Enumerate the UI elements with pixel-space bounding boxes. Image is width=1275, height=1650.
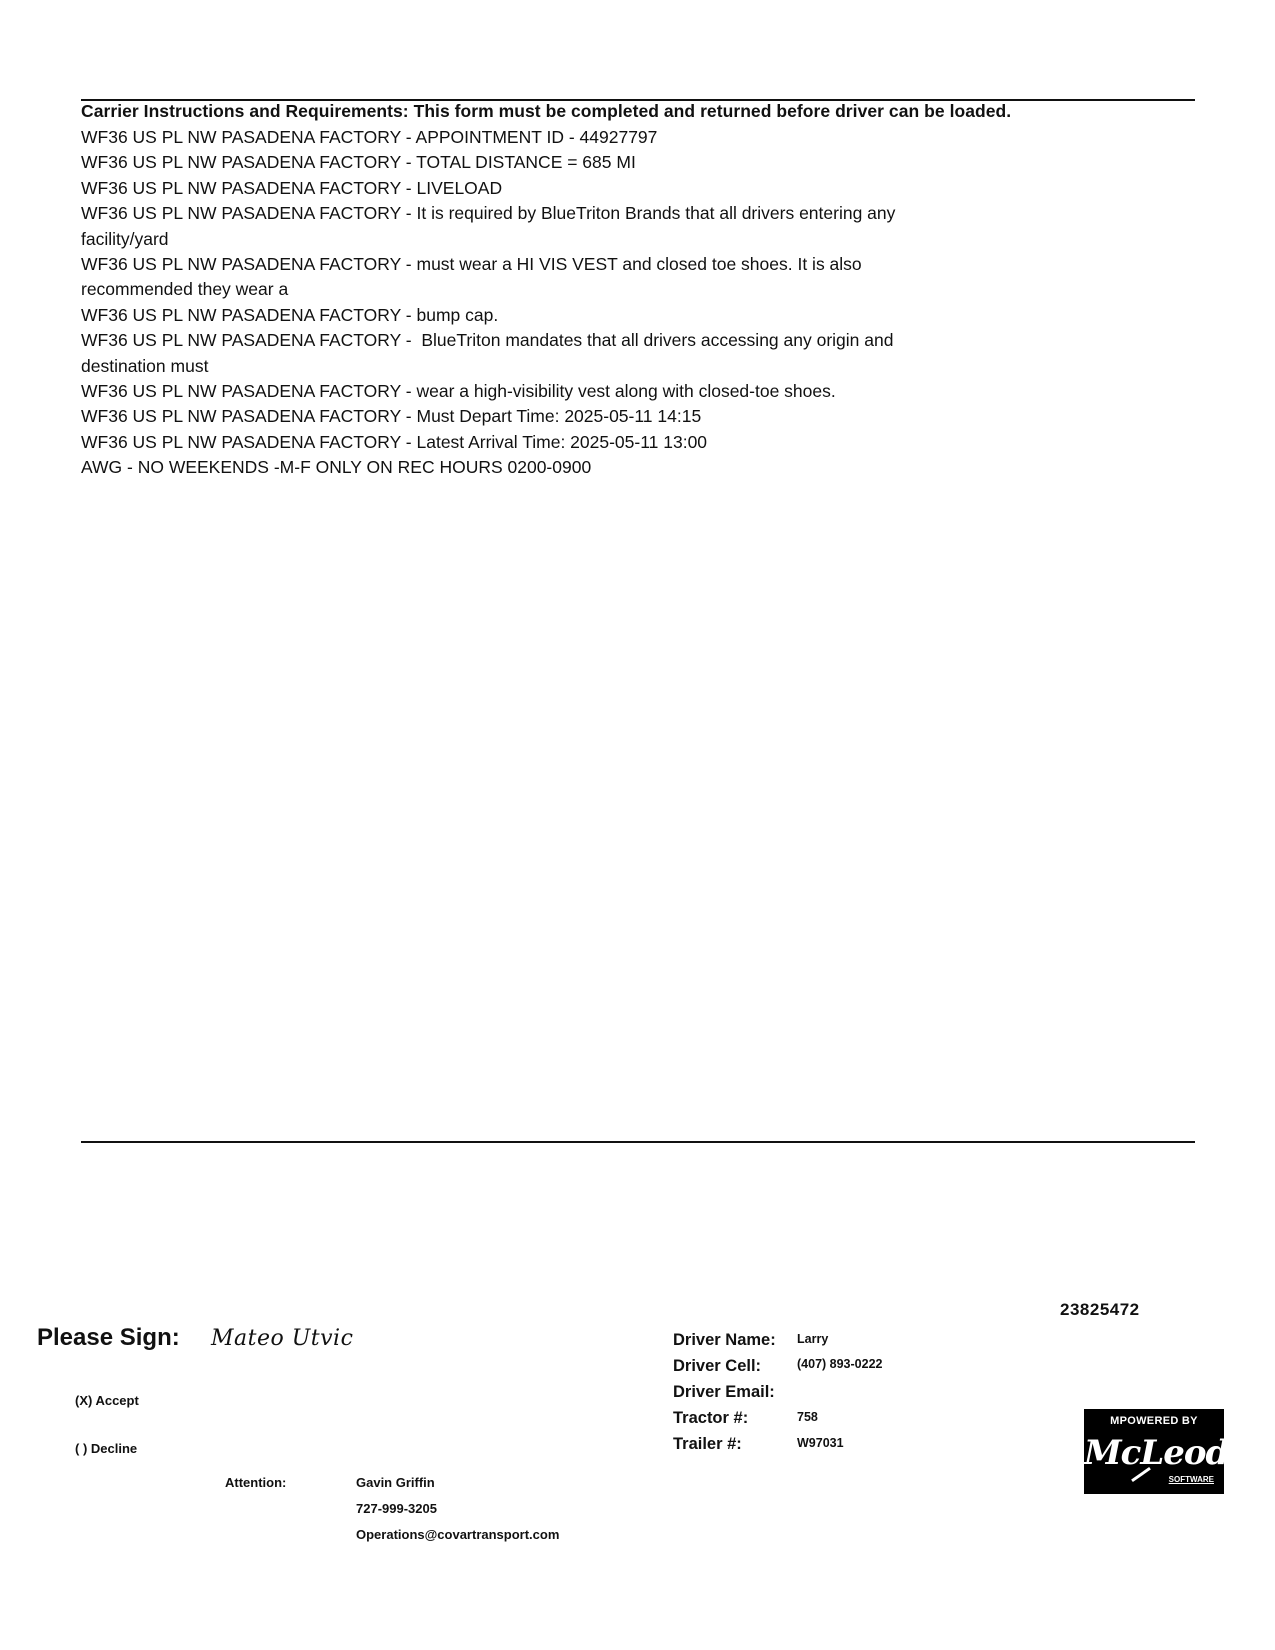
please-sign-label: Please Sign: bbox=[37, 1324, 180, 1351]
instructions-heading: Carrier Instructions and Requirements: This form must be completed and returned before driver can be loaded. bbox=[81, 101, 1012, 121]
instruction-line: AWG - NO WEEKENDS -M-F ONLY ON REC HOURS 0200-0900 bbox=[81, 457, 592, 478]
instruction-line: destination must bbox=[81, 355, 209, 376]
mcleod-logo bbox=[1084, 1409, 1229, 1494]
attention-name: Gavin Griffin bbox=[356, 1475, 435, 1490]
instruction-line: WF36 US PL NW PASADENA FACTORY - wear a high-visibility vest along with closed-toe shoes. bbox=[81, 381, 836, 402]
logo-brand: McLeod bbox=[1084, 1433, 1229, 1473]
load-number: 23825472 bbox=[1060, 1300, 1140, 1319]
bottom-rule bbox=[81, 1141, 1195, 1143]
driver-name-value: Larry bbox=[797, 1332, 829, 1346]
instruction-line: WF36 US PL NW PASADENA FACTORY - bump cap. bbox=[81, 304, 499, 325]
instructions-list bbox=[81, 125, 1171, 481]
driver-cell-label: Driver Cell: bbox=[673, 1357, 762, 1375]
tractor-value: 758 bbox=[797, 1410, 818, 1424]
decline-option[interactable]: ( ) Decline bbox=[75, 1441, 138, 1456]
instruction-line: recommended they wear a bbox=[81, 279, 289, 300]
driver-name-label: Driver Name: bbox=[673, 1331, 776, 1349]
instruction-line: WF36 US PL NW PASADENA FACTORY - It is required by BlueTriton Brands that all drivers entering any bbox=[81, 203, 896, 224]
instruction-line: WF36 US PL NW PASADENA FACTORY - APPOINTMENT ID - 44927797 bbox=[81, 127, 658, 147]
instruction-line: WF36 US PL NW PASADENA FACTORY - TOTAL DISTANCE = 685 MI bbox=[81, 152, 636, 173]
logo-sub-text: SOFTWARE bbox=[1168, 1475, 1214, 1484]
instruction-line: WF36 US PL NW PASADENA FACTORY - must wear a HI VIS VEST and closed toe shoes. It is also bbox=[81, 254, 862, 275]
attention-phone: 727-999-3205 bbox=[356, 1501, 437, 1516]
attention-email[interactable]: Operations@covartransport.com bbox=[356, 1527, 560, 1542]
logo-top-text: MPOWERED BY bbox=[1110, 1415, 1198, 1427]
driver-email-label: Driver Email: bbox=[673, 1383, 775, 1401]
instruction-line: WF36 US PL NW PASADENA FACTORY - Latest Arrival Time: 2025-05-11 13:00 bbox=[81, 431, 708, 452]
instruction-line: WF36 US PL NW PASADENA FACTORY - LIVELOAD bbox=[81, 177, 503, 198]
attention-label: Attention: bbox=[225, 1475, 287, 1490]
trailer-value: W97031 bbox=[797, 1436, 844, 1450]
instruction-line: WF36 US PL NW PASADENA FACTORY - BlueTriton mandates that all drivers accessing any origin and bbox=[81, 330, 894, 351]
trailer-label: Trailer #: bbox=[673, 1435, 742, 1453]
instruction-line: facility/yard bbox=[81, 228, 169, 249]
accept-option[interactable]: (X) Accept bbox=[75, 1393, 139, 1408]
driver-cell-value: (407) 893-0222 bbox=[797, 1357, 883, 1371]
signature: Mateo Utvic bbox=[211, 1326, 354, 1351]
tractor-label: Tractor #: bbox=[673, 1409, 749, 1427]
instruction-line: WF36 US PL NW PASADENA FACTORY - Must Depart Time: 2025-05-11 14:15 bbox=[81, 406, 702, 427]
